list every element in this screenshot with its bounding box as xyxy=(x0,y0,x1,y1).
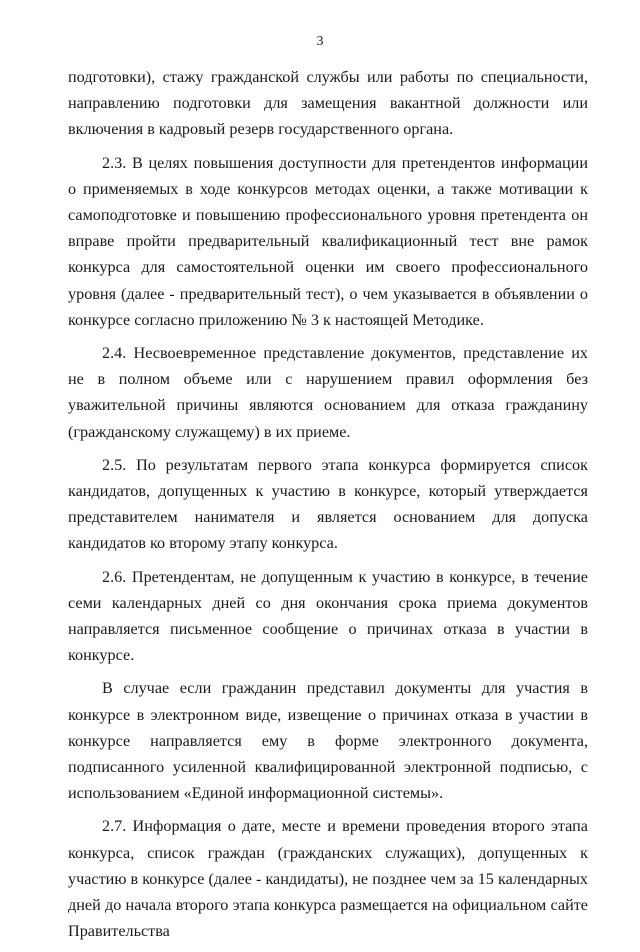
paragraph-2-6-electronic: В случае если гражданин представил документы для участия в конкурсе в электронном виде, извещение о причинах отказа в участии в конкурсе направляется ему в форме электронного документа, подписанного усиленной квалифицированной электронной подписью, с использованием «Единой информационной системы». xyxy=(68,679,588,803)
paragraph-2-4: 2.4. Несвоевременное представление документов, представление их не в полном объеме или с нарушением правил оформления без уважительной причины являются основанием для отказа гражданину (гражданскому служащему) в их приеме. xyxy=(68,344,588,441)
paragraph-2-6: 2.6. Претендентам, не допущенным к участию в конкурсе, в течение семи календарных дней со дня окончания срока приема документов направляется письменное сообщение о причинах отказа в участии в конкурсе. xyxy=(68,567,588,665)
paragraph-2-3: 2.3. В целях повышения доступности для претендентов информации о применяемых в ходе конкурсов методах оценки, а также мотивации к самоподготовке и повышению профессионального уровня претендента он вправе пройти предварительный квалификационный тест вне рамок конкурса для самостоятельной оценки им своего профессионального уровня (далее - предварительный тест), о чем указывается в объявлении о конкурсе согласно приложению № 3 к настоящей Методике. xyxy=(68,153,588,329)
paragraph-2-5: 2.5. По результатам первого этапа конкурса формируется список кандидатов, допущенных к участию в конкурсе, который утверждается представителем нанимателя и является основанием для допуска кандидатов ко второму этапу конкурса. xyxy=(68,455,588,553)
paragraph-continuation: подготовки), стажу гражданской службы или работы по специальности, направлению подготовки для замещения вакантной должности или включения в кадровый резерв государственного органа. xyxy=(68,68,588,139)
document-body xyxy=(68,64,588,952)
page-number: 3 xyxy=(316,34,324,49)
paragraph-2-7: 2.7. Информация о дате, месте и времени проведения второго этапа конкурса, список граждан (гражданских служащих), допущенных к участию в конкурсе (далее - кандидаты), не позднее чем за 15 календарных дней до начала второго этапа конкурса размещается на официальном сайте Правительства xyxy=(68,817,588,941)
